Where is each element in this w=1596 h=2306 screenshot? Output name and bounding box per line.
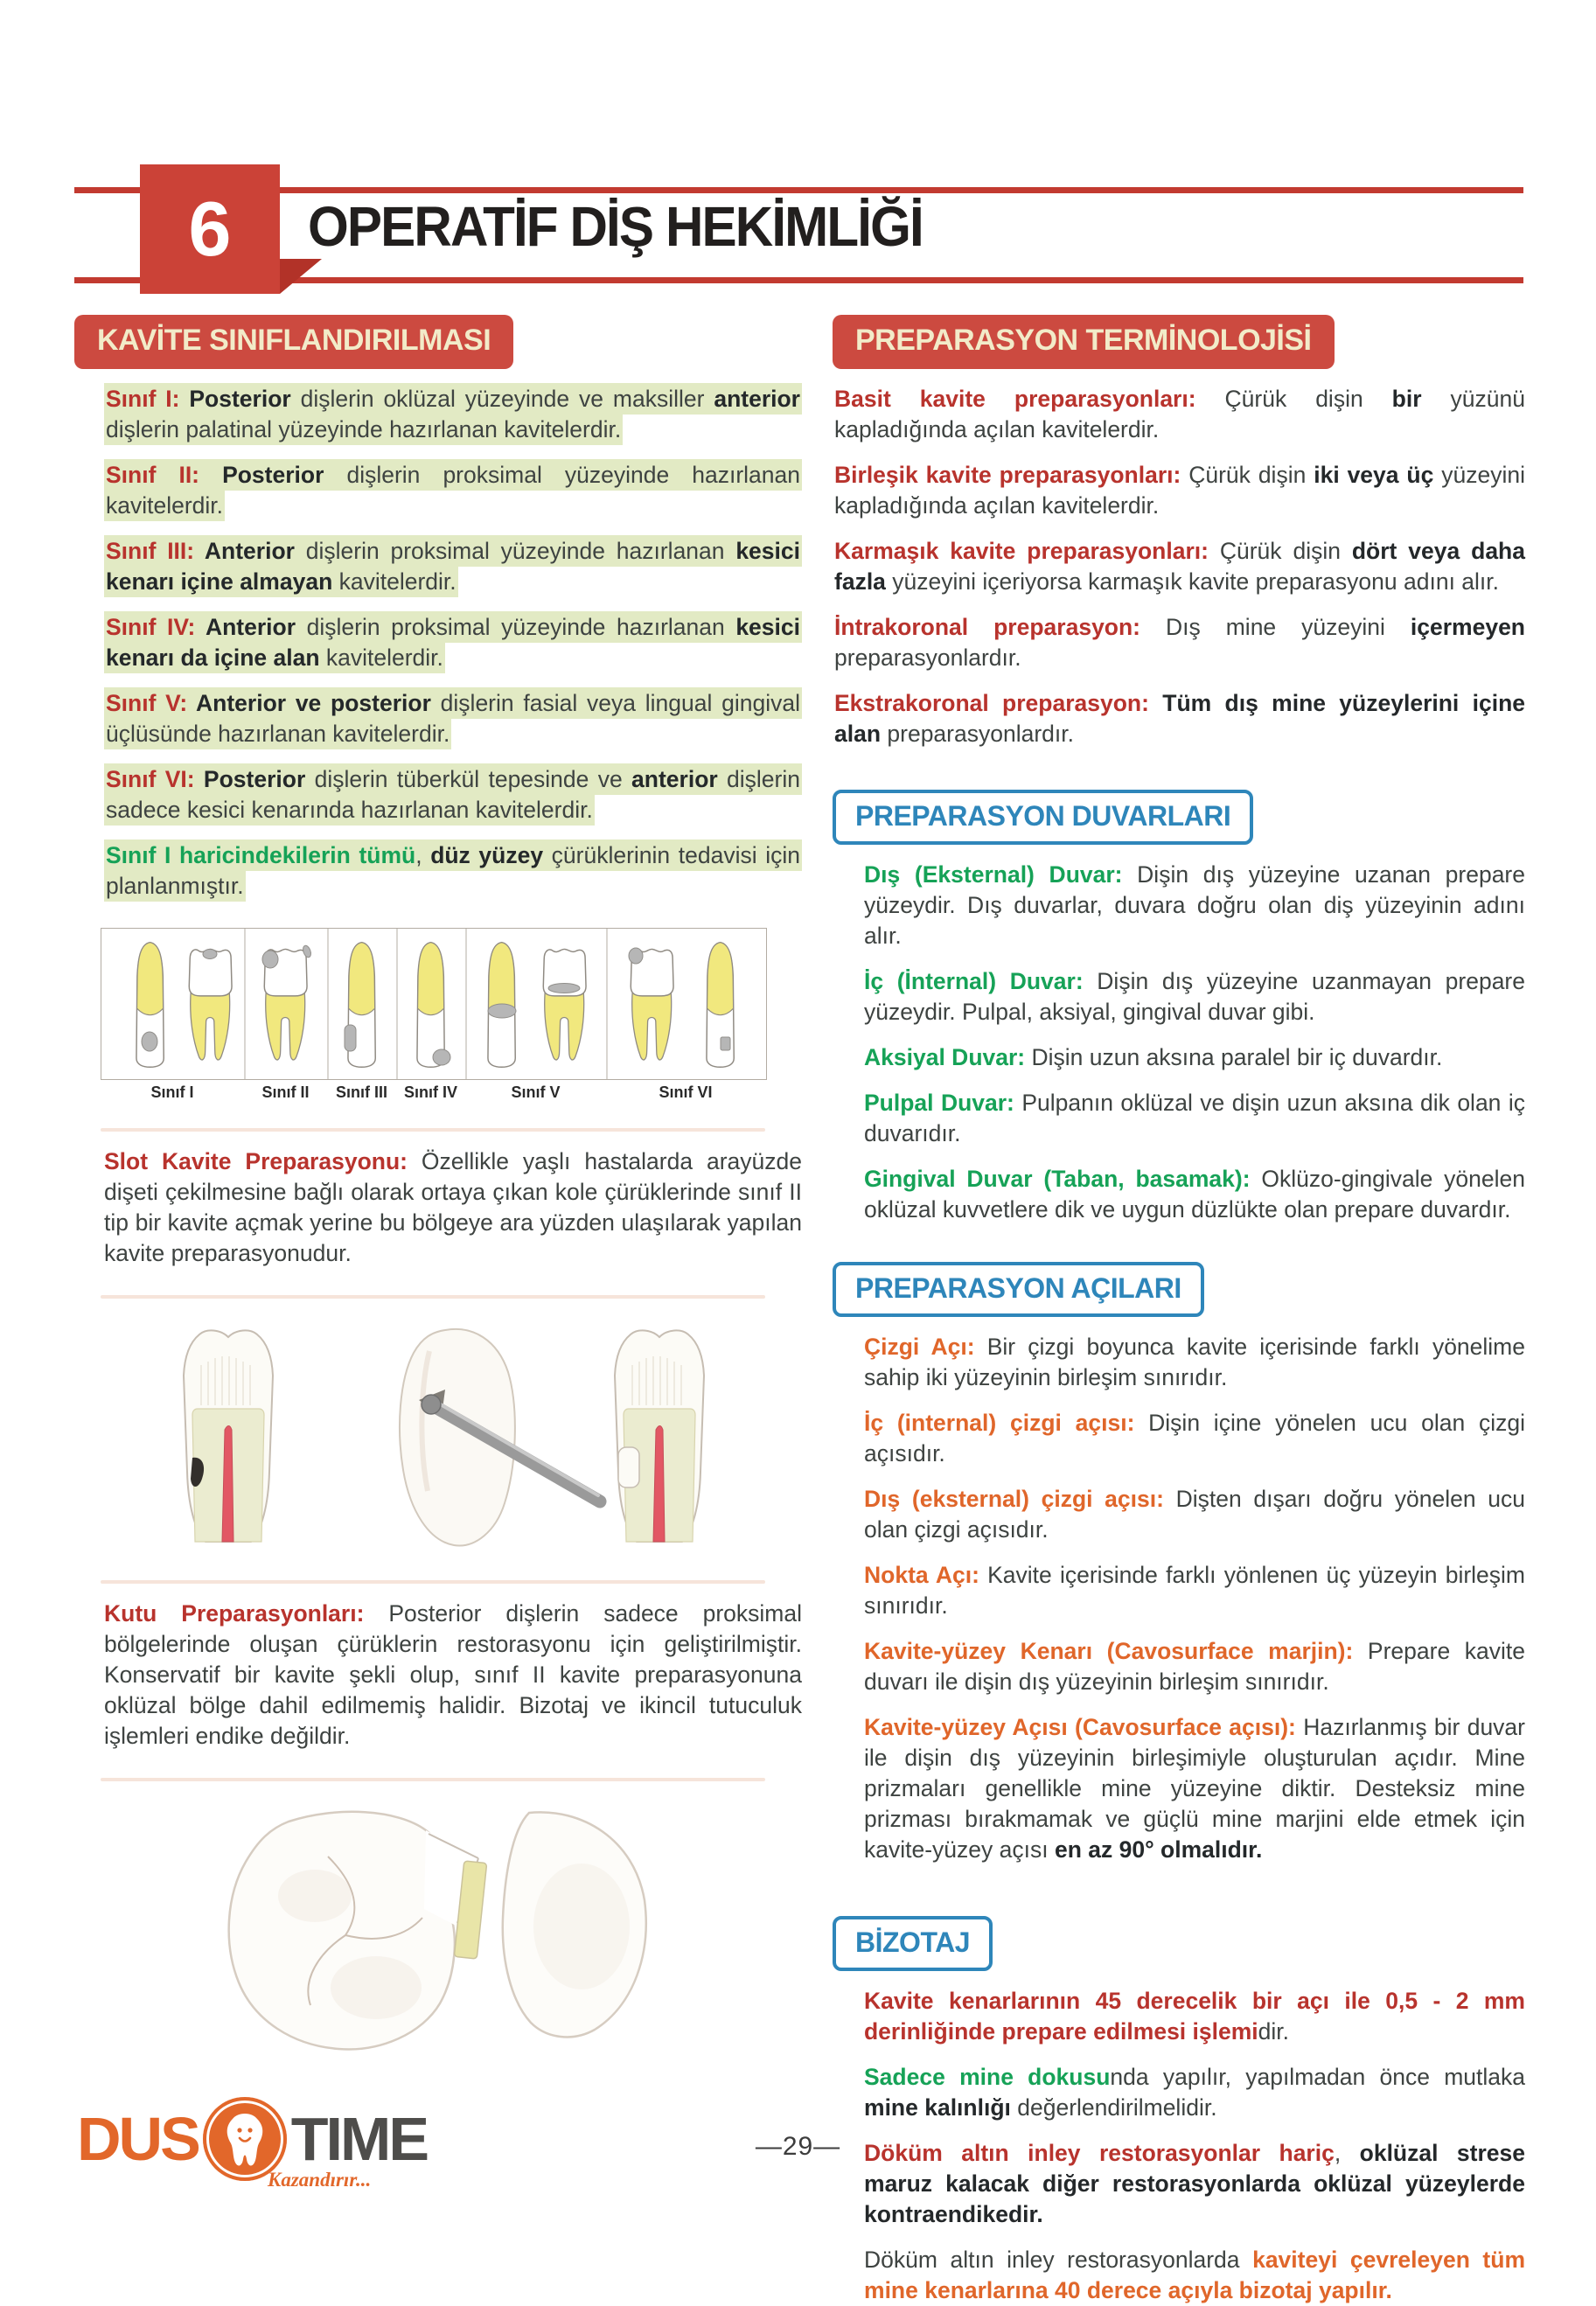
logo-text-dus: DUS bbox=[77, 2105, 199, 2173]
page-title: OPERATİF DİŞ HEKİMLİĞİ bbox=[308, 195, 923, 258]
section-box-preparation-walls: PREPARASYON DUVARLARI bbox=[833, 790, 1253, 845]
angle-line: Çizgi Açı: Bir çizgi boyunca kavite içerisinde farklı yönelime sahip iki yüzeyinin birleşim sınırıdır. bbox=[864, 1334, 1525, 1390]
page-number: —29— bbox=[755, 2132, 841, 2161]
bizotaj-contraindication: Döküm altın inley restorasyonlar hariç, oklüzal strese maruz kalacak diğer restorasyonlarda oklüzal yüzeylerde kontraendikedir. bbox=[864, 2140, 1525, 2227]
term-karmasik: Karmaşık kavite preparasyonları: Çürük dişin dört veya daha fazla yüzeyini içeriyorsa karmaşık kavite preparasyonu adını alır. bbox=[834, 538, 1525, 595]
cavity-class-diagram-labels bbox=[101, 1083, 765, 1102]
bizotaj-enamel-only: Sadece mine dokusunda yapılır, yapılmadan önce mutlaka mine kalınlığı değerlendirilmelidir. bbox=[864, 2064, 1525, 2121]
class-definition-2: Sınıf II: Posterior dişlerin proksimal yüzeyinde hazırlanan kavitelerdir. bbox=[104, 460, 802, 521]
diagram-label: Sınıf I bbox=[150, 1083, 194, 1101]
wall-internal: İç (İnternal) Duvar: Dişin dış yüzeyine uzanmayan prepare yüzeydir. Pulpal, aksiyal, gingival duvar gibi. bbox=[864, 968, 1525, 1025]
class-definition-3: Sınıf III: Anterior dişlerin proksimal yüzeyinde hazırlanan kesici kenarı içine almayan kavitelerdir. bbox=[104, 536, 802, 597]
header-rule-top bbox=[74, 187, 1523, 193]
divider bbox=[101, 1580, 765, 1584]
wall-axial: Aksiyal Duvar: Dişin uzun aksına paralel bir iç duvardır. bbox=[864, 1044, 1443, 1070]
dustime-logo bbox=[77, 2097, 428, 2191]
cavity-class-teeth-illustration bbox=[101, 929, 766, 1079]
class-note: Sınıf I haricindekilerin tümü, düz yüzey çürüklerinin tedavisi için planlanmıştır. bbox=[104, 840, 802, 902]
angle-internal-line: İç (internal) çizgi açısı: Dişin içine yönelen ucu olan çizgi açısıdır. bbox=[864, 1410, 1526, 1467]
diagram-label: Sınıf IV bbox=[403, 1083, 457, 1101]
angle-cavosurface-margin: Kavite-yüzey Kenarı (Cavosurface marjin): Prepare kavite duvarı ile dişin dış yüzeyinin birleşim sınırıdır. bbox=[864, 1638, 1525, 1695]
class-definition-5: Sınıf V: Anterior ve posterior dişlerin fasial veya lingual gingival üçlüsünde hazırlanan kavitelerdir. bbox=[104, 688, 802, 749]
chapter-number: 6 bbox=[188, 185, 232, 272]
logo-text-time: TIME bbox=[290, 2105, 428, 2173]
divider bbox=[101, 1778, 765, 1781]
chapter-ribbon-fold bbox=[280, 259, 322, 294]
slot-preparation-paragraph: Slot Kavite Preparasyonu: Özellikle yaşlı hastalarda arayüzde dişeti çekilmesine bağlı olarak ortaya çıkan kole çürüklerinde sınıf II tip bir kavite açmak yerine bu bölgeye ara yüzden ulaşılarak yapılan kavite preparasyonudur. bbox=[104, 1148, 802, 1266]
bizotaj-gold-inlay: Döküm altın inley restorasyonlarda kaviteyi çevreleyen tüm mine kenarlarına 40 derece açıyla bizotaj yapılır. bbox=[864, 2247, 1526, 2303]
cavity-class-diagram bbox=[101, 928, 767, 1102]
angle-point: Nokta Açı: Kavite içerisinde farklı yönlenen üç yüzeyin birleşim sınırıdır. bbox=[864, 1562, 1525, 1619]
divider bbox=[101, 1128, 765, 1132]
section-box-bizotaj: BİZOTAJ bbox=[833, 1916, 993, 1971]
class-definition-6: Sınıf VI: Posterior dişlerin tüberkül tepesinde ve anterior dişlerin sadece kesici kenarında hazırlanan kavitelerdir. bbox=[104, 764, 802, 826]
slot-preparation-illustration bbox=[132, 1318, 744, 1554]
wall-gingival: Gingival Duvar (Taban, basamak): Oklüzo-gingivale yönelen oklüzal kuvvetlere dik ve uygun düzlükte olan prepare duvardır. bbox=[864, 1166, 1526, 1223]
angle-external-line: Dış (eksternal) çizgi açısı: Dişten dışarı doğru yönelen ucu olan çizgi açısıdır. bbox=[864, 1486, 1525, 1543]
bizotaj-definition: Kavite kenarlarının 45 derecelik bir açı ile 0,5 - 2 mm derinliğinde prepare edilmesi işlemidir. bbox=[864, 1988, 1525, 2045]
diagram-label: Sınıf II bbox=[261, 1083, 310, 1101]
box-preparation-illustration bbox=[197, 1804, 652, 2093]
wall-pulpal: Pulpal Duvar: Pulpanın oklüzal ve dişin uzun aksına dik olan iç duvarıdır. bbox=[864, 1090, 1525, 1146]
chapter-number-box bbox=[140, 164, 280, 294]
section-box-preparation-angles: PREPARASYON AÇILARI bbox=[833, 1262, 1204, 1317]
divider bbox=[101, 1295, 765, 1299]
diagram-label: Sınıf V bbox=[511, 1083, 561, 1101]
right-column bbox=[833, 315, 1525, 2306]
diagram-label: Sınıf VI bbox=[659, 1083, 713, 1101]
term-intrakoronal: İntrakoronal preparasyon: Dış mine yüzeyini içermeyen preparasyonlardır. bbox=[834, 614, 1525, 671]
term-ekstrakoronal: Ekstrakoronal preparasyon: Tüm dış mine yüzeylerini içine alan preparasyonlardır. bbox=[834, 690, 1525, 747]
cavity-class-diagram-frame bbox=[101, 928, 767, 1080]
logo-tagline: Kazandırır... bbox=[268, 2169, 372, 2191]
wall-external: Dış (Eksternal) Duvar: Dişin dış yüzeyine uzanan prepare yüzeydir. Dış duvarlar, duvara doğru olan diş yüzeyinin adını alır. bbox=[864, 861, 1525, 949]
diagram-label: Sınıf III bbox=[335, 1083, 387, 1101]
section-badge-cavity-classification: KAVİTE SINIFLANDIRILMASI bbox=[74, 315, 513, 369]
term-basit: Basit kavite preparasyonları: Çürük dişin bir yüzünü kapladığında açılan kavitelerdir. bbox=[834, 386, 1525, 442]
left-column bbox=[74, 315, 802, 2093]
box-preparation-paragraph: Kutu Preparasyonları: Posterior dişlerin sadece proksimal bölgelerinde oluşan çürüklerin restorasyonu için geliştirilmiştir. Konservatif bir kavite şekli olup, sınıf II kavite preparasyonuna oklüzal bölge dahil edilmemiş halidir. Bizotaj ve ikincil tutuculuk işlemleri endike değildir. bbox=[104, 1600, 802, 1749]
class-definition-4: Sınıf IV: Anterior dişlerin proksimal yüzeyinde hazırlanan kesici kenarı da içine alan kavitelerdir. bbox=[104, 612, 802, 673]
term-birlesik: Birleşik kavite preparasyonları: Çürük dişin iki veya üç yüzeyini kapladığında açılan kavitelerdir. bbox=[834, 462, 1525, 519]
angle-cavosurface-angle: Kavite-yüzey Açısı (Cavosurface açısı): Hazırlanmış bir duvar ile dişin dış yüzeyinin birleşimiyle oluşturulan açıdır. Mine prizmaları genellikle mine yüzeyine diktir. Desteksiz mine prizması bırakmamak ve güçlü mine marjini elde etmek için kavite-yüzey açısı en az 90° olmalıdır. bbox=[864, 1714, 1525, 1863]
section-badge-preparation-terminology: PREPARASYON TERMİNOLOJİSİ bbox=[833, 315, 1335, 369]
class-definition-1: Sınıf I: Posterior dişlerin oklüzal yüzeyinde ve maksiller anterior dişlerin palatinal yüzeyinde hazırlanan kavitelerdir. bbox=[104, 384, 802, 445]
